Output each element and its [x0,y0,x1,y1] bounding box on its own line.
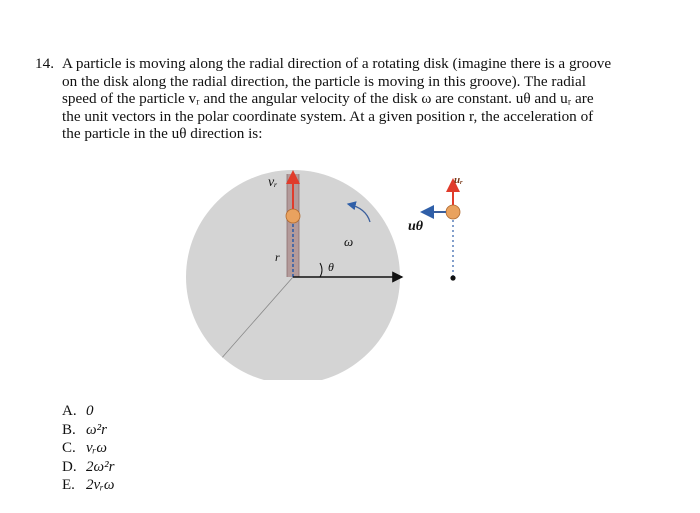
label-r: r [275,250,280,264]
choice-value: 2ω²r [86,458,115,475]
choice-b[interactable] [62,421,114,440]
choice-letter: C. [62,440,76,457]
label-u-theta: uθ [408,219,424,234]
choice-letter: B. [62,421,76,438]
choice-value: 0 [86,403,94,419]
question-line-5: the particle in the uθ direction is: [62,125,263,143]
answer-choices [62,402,114,495]
label-u-r: uᵣ [454,174,463,186]
choice-e[interactable] [62,476,114,495]
rotating-disk-figure [180,160,510,380]
choice-letter: D. [62,458,77,475]
choice-c[interactable] [62,439,114,458]
particle-right [446,205,460,219]
question-line-3: speed of the particle vᵣ and the angular velocity of the disk ω are constant. uθ and uᵣ are [62,90,594,108]
question-line-2: on the disk along the radial direction, the particle is moving in this groove). The radial [62,72,586,90]
choice-letter: E. [62,477,75,494]
origin-dot [450,275,455,280]
choice-letter: A. [62,403,77,419]
label-omega: ω [344,234,354,249]
label-vr: vᵣ [268,175,278,190]
choice-d[interactable] [62,458,114,477]
label-theta: θ [328,260,334,274]
choice-value: ω²r [86,421,107,438]
question-line-4: the unit vectors in the polar coordinate system. At a given position r, the acceleration of [62,107,594,125]
choice-value: 2vᵣω [86,477,115,494]
question-number: 14. [35,55,54,72]
choice-value: vᵣω [86,440,107,457]
particle [286,209,300,223]
question-line-1: A particle is moving along the radial direction of a rotating disk (imagine there is a groove [62,55,612,72]
choice-a[interactable] [62,402,114,421]
